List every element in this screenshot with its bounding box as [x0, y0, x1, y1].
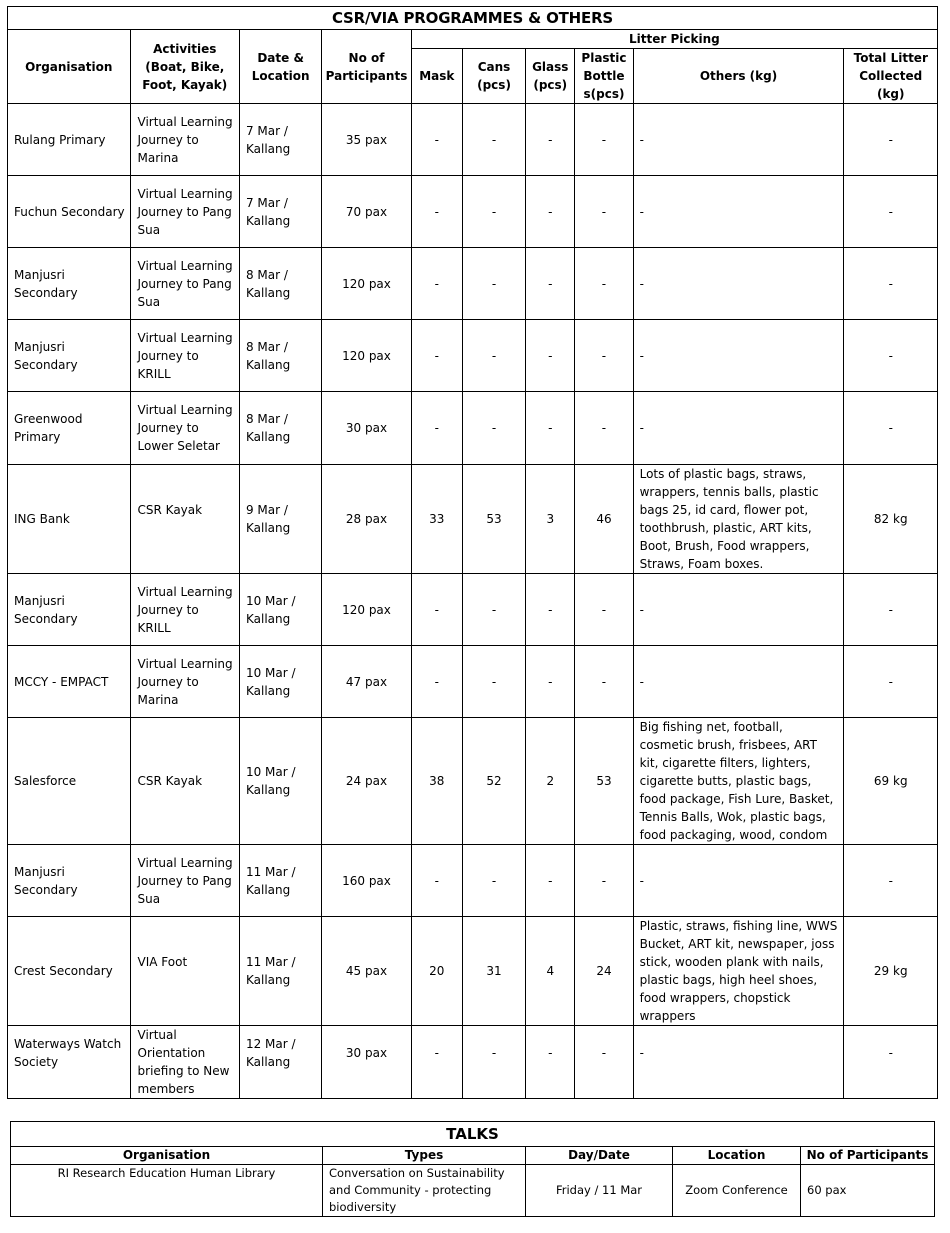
table-row — [8, 392, 938, 465]
cell-participants: 35 pax — [322, 104, 411, 176]
table-row — [8, 845, 938, 917]
cell-cans: - — [462, 574, 525, 646]
cell-total: - — [844, 574, 938, 646]
talks-header-day-date: Day/Date — [526, 1147, 673, 1165]
cell-organisation: Manjusri Secondary — [8, 845, 131, 917]
cell-total: - — [844, 392, 938, 465]
cell-plastic-bottles — [575, 1026, 633, 1099]
cell-date-location-text: 12 Mar / Kallang — [245, 1037, 296, 1069]
talks-table — [10, 1121, 935, 1217]
cell-date-location: 8 Mar / Kallang — [239, 392, 321, 465]
cell-participants: 120 pax — [322, 248, 411, 320]
cell-cans: - — [462, 845, 525, 917]
header-date-location: Date & Location — [239, 30, 321, 104]
cell-activity: Virtual Learning Journey to Marina — [130, 646, 239, 718]
cell-plastic-bottles: - — [575, 392, 633, 465]
cell-others: Plastic, straws, fishing line, WWS Bucket, ART kit, newspaper, joss stick, wooden plank with nails, plastic bags, high heel shoes, food wrappers, chopstick wrappers — [633, 917, 844, 1026]
cell-participants: 160 pax — [322, 845, 411, 917]
table-row — [8, 917, 938, 1026]
cell-cans: 52 — [462, 718, 525, 845]
talks-cell-participants: 60 pax — [801, 1165, 935, 1217]
cell-plastic-bottles: 24 — [575, 917, 633, 1026]
cell-participants: 47 pax — [322, 646, 411, 718]
cell-glass: 3 — [526, 465, 575, 574]
cell-organisation-text: Waterways Watch Society — [14, 1037, 122, 1069]
header-mask: Mask — [411, 49, 462, 104]
cell-cans: 31 — [462, 917, 525, 1026]
cell-total: 82 kg — [844, 465, 938, 574]
cell-activity: Virtual Learning Journey to Marina — [130, 104, 239, 176]
cell-cans: - — [462, 646, 525, 718]
cell-participants: 70 pax — [322, 176, 411, 248]
talks-row — [11, 1165, 935, 1217]
table-row — [8, 248, 938, 320]
cell-plastic-bottles: - — [575, 104, 633, 176]
cell-plastic-bottles-text: - — [601, 1046, 607, 1060]
cell-total: - — [844, 176, 938, 248]
cell-total: - — [844, 320, 938, 392]
talks-cell-day-date: Friday / 11 Mar — [526, 1165, 673, 1217]
header-activities: Activities (Boat, Bike, Foot, Kayak) — [130, 30, 239, 104]
cell-mask: - — [411, 104, 462, 176]
cell-date-location — [239, 1026, 321, 1099]
cell-cans: - — [462, 104, 525, 176]
cell-total: - — [844, 248, 938, 320]
cell-cans: - — [462, 248, 525, 320]
cell-mask: 33 — [411, 465, 462, 574]
header-participants: No of Participants — [322, 30, 411, 104]
talks-header-location: Location — [673, 1147, 801, 1165]
table-row — [8, 574, 938, 646]
cell-total: - — [844, 845, 938, 917]
cell-others — [633, 1026, 844, 1099]
cell-participants: 45 pax — [322, 917, 411, 1026]
talks-header-types: Types — [323, 1147, 526, 1165]
cell-glass: - — [526, 248, 575, 320]
table-title: CSR/VIA PROGRAMMES & OTHERS — [8, 7, 938, 30]
cell-mask: 38 — [411, 718, 462, 845]
cell-mask: - — [411, 845, 462, 917]
cell-organisation: Rulang Primary — [8, 104, 131, 176]
cell-date-location: 8 Mar / Kallang — [239, 248, 321, 320]
cell-activity: CSR Kayak — [130, 718, 239, 845]
talks-cell-organisation: RI Research Education Human Library — [11, 1165, 323, 1217]
cell-mask: - — [411, 320, 462, 392]
cell-glass: 4 — [526, 917, 575, 1026]
cell-others: - — [633, 845, 844, 917]
cell-plastic-bottles: - — [575, 248, 633, 320]
table-row — [8, 718, 938, 845]
cell-glass-text: - — [548, 1046, 553, 1060]
cell-others: - — [633, 320, 844, 392]
cell-date-location: 11 Mar / Kallang — [239, 917, 321, 1026]
cell-glass: - — [526, 646, 575, 718]
cell-activity — [130, 465, 239, 574]
cell-organisation: Manjusri Secondary — [8, 320, 131, 392]
cell-activity: Virtual Orientation briefing to New members — [130, 1026, 239, 1099]
cell-activity: Virtual Learning Journey to KRILL — [130, 320, 239, 392]
cell-others-text: - — [639, 1046, 644, 1060]
cell-mask: - — [411, 646, 462, 718]
cell-organisation: Salesforce — [8, 718, 131, 845]
talks-header-participants: No of Participants — [801, 1147, 935, 1165]
cell-date-location: 7 Mar / Kallang — [239, 104, 321, 176]
cell-mask: - — [411, 574, 462, 646]
cell-mask: - — [411, 392, 462, 465]
cell-glass: - — [526, 845, 575, 917]
header-others: Others (kg) — [633, 49, 844, 104]
cell-participants: 120 pax — [322, 574, 411, 646]
cell-date-location: 9 Mar / Kallang — [239, 465, 321, 574]
cell-total-text: - — [888, 1046, 893, 1060]
cell-glass: - — [526, 392, 575, 465]
cell-total: 69 kg — [844, 718, 938, 845]
cell-glass: 2 — [526, 718, 575, 845]
cell-participants-text: 30 pax — [345, 1046, 388, 1060]
cell-date-location: 7 Mar / Kallang — [239, 176, 321, 248]
talks-cell-location: Zoom Conference — [673, 1165, 801, 1217]
cell-organisation: Greenwood Primary — [8, 392, 131, 465]
cell-mask: 20 — [411, 917, 462, 1026]
cell-cans: - — [462, 392, 525, 465]
cell-activity: Virtual Learning Journey to Pang Sua — [130, 248, 239, 320]
cell-mask-text: - — [434, 1046, 439, 1060]
cell-others: - — [633, 646, 844, 718]
cell-cans-text: - — [491, 1046, 497, 1060]
cell-date-location: 10 Mar / Kallang — [239, 646, 321, 718]
cell-organisation: Crest Secondary — [8, 917, 131, 1026]
cell-others: - — [633, 176, 844, 248]
cell-activity: Virtual Learning Journey to KRILL — [130, 574, 239, 646]
table-row — [8, 646, 938, 718]
talks-header-organisation: Organisation — [11, 1147, 323, 1165]
cell-date-location: 11 Mar / Kallang — [239, 845, 321, 917]
cell-others: - — [633, 104, 844, 176]
cell-glass: - — [526, 104, 575, 176]
table-row — [8, 176, 938, 248]
cell-total: - — [844, 646, 938, 718]
cell-others: - — [633, 392, 844, 465]
cell-activity-text: CSR Kayak — [137, 503, 203, 517]
cell-glass: - — [526, 574, 575, 646]
cell-participants — [322, 1026, 411, 1099]
cell-plastic-bottles: - — [575, 320, 633, 392]
cell-total: - — [844, 104, 938, 176]
header-total: Total Litter Collected (kg) — [844, 49, 938, 104]
cell-participants: 28 pax — [322, 465, 411, 574]
cell-cans — [462, 1026, 525, 1099]
table-row — [8, 1026, 938, 1099]
cell-total — [844, 1026, 938, 1099]
cell-activity: Virtual Learning Journey to Pang Sua — [130, 176, 239, 248]
cell-plastic-bottles: - — [575, 574, 633, 646]
cell-organisation: Manjusri Secondary — [8, 574, 131, 646]
cell-mask — [411, 1026, 462, 1099]
cell-plastic-bottles: - — [575, 646, 633, 718]
talks-title: TALKS — [11, 1122, 935, 1147]
table-row — [8, 465, 938, 574]
table-row — [8, 104, 938, 176]
cell-glass — [526, 1026, 575, 1099]
cell-organisation: Manjusri Secondary — [8, 248, 131, 320]
cell-plastic-bottles: 53 — [575, 718, 633, 845]
cell-activity: Virtual Learning Journey to Pang Sua — [130, 845, 239, 917]
header-glass: Glass (pcs) — [526, 49, 575, 104]
cell-others: - — [633, 248, 844, 320]
header-organisation: Organisation — [8, 30, 131, 104]
cell-total: 29 kg — [844, 917, 938, 1026]
cell-mask: - — [411, 176, 462, 248]
cell-organisation: Fuchun Secondary — [8, 176, 131, 248]
cell-cans: - — [462, 320, 525, 392]
header-plastic-bottles: Plastic Bottle s(pcs) — [575, 49, 633, 104]
cell-activity: Virtual Learning Journey to Lower Seletar — [130, 392, 239, 465]
header-litter-picking: Litter Picking — [411, 30, 937, 49]
table-row — [8, 320, 938, 392]
cell-date-location: 8 Mar / Kallang — [239, 320, 321, 392]
cell-cans: 53 — [462, 465, 525, 574]
cell-organisation: MCCY - EMPACT — [8, 646, 131, 718]
cell-mask: - — [411, 248, 462, 320]
header-cans: Cans (pcs) — [462, 49, 525, 104]
cell-date-location: 10 Mar / Kallang — [239, 574, 321, 646]
cell-plastic-bottles: - — [575, 845, 633, 917]
talks-cell-type: Conversation on Sustainability and Community - protecting biodiversity — [323, 1165, 526, 1217]
cell-participants: 24 pax — [322, 718, 411, 845]
cell-glass: - — [526, 320, 575, 392]
cell-others: - — [633, 574, 844, 646]
cell-activity — [130, 917, 239, 1026]
cell-organisation — [8, 1026, 131, 1099]
cell-participants: 120 pax — [322, 320, 411, 392]
cell-plastic-bottles: 46 — [575, 465, 633, 574]
cell-plastic-bottles: - — [575, 176, 633, 248]
cell-activity-text: VIA Foot — [137, 955, 188, 969]
cell-participants: 30 pax — [322, 392, 411, 465]
cell-others: Big fishing net, football, cosmetic brush, frisbees, ART kit, cigarette filters, lighters, cigarette butts, plastic bags, food package, Fish Lure, Basket, Tennis Balls, Wok, plastic bags, food packaging, wood, condom — [633, 718, 844, 845]
cell-organisation: ING Bank — [8, 465, 131, 574]
programmes-table — [7, 6, 938, 1099]
cell-glass: - — [526, 176, 575, 248]
cell-cans: - — [462, 176, 525, 248]
cell-others: Lots of plastic bags, straws, wrappers, tennis balls, plastic bags 25, id card, flower pot, toothbrush, plastic, ART kits, Boot, Brush, Food wrappers, Straws, Foam boxes. — [633, 465, 844, 574]
cell-date-location: 10 Mar / Kallang — [239, 718, 321, 845]
